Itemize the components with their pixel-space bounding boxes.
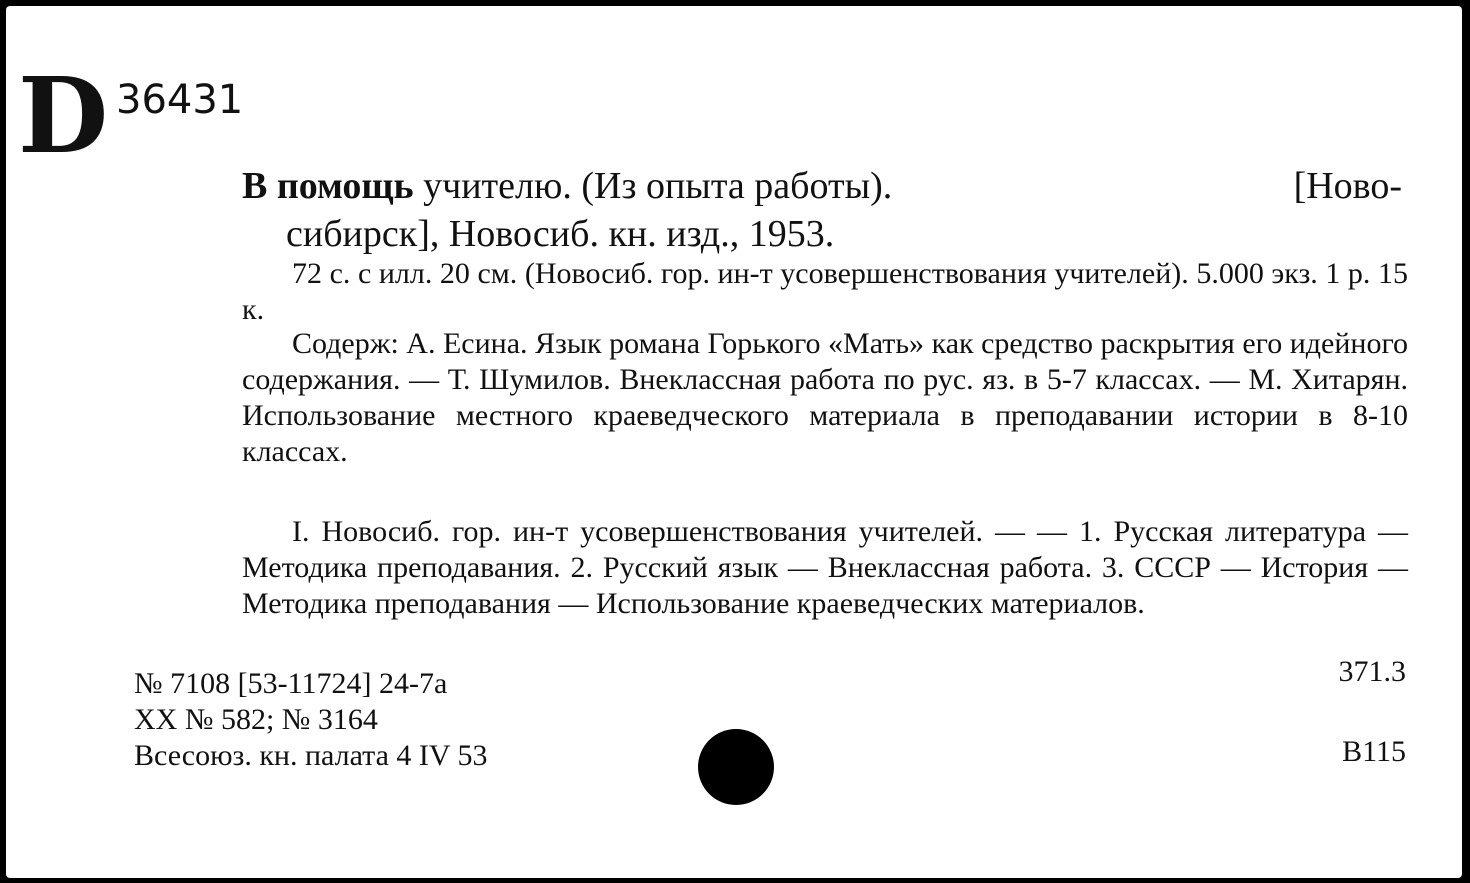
handwritten-letter: D: [18, 54, 105, 177]
imprint-line: XX № 582; № 3164: [134, 703, 378, 736]
title-rest: учителю. (Из опыта работы).: [423, 165, 893, 207]
title-bold: В помощь: [242, 165, 414, 207]
place-start: [Ново-: [1293, 165, 1402, 207]
classification-number: 371.3: [1338, 655, 1406, 688]
physical-description: 72 с. с илл. 20 см. (Новосиб. гор. ин-т усовершенствования учителей). 5.000 экз. 1 р. 15 к.: [242, 257, 1408, 326]
subject-headings: I. Новосиб. гор. ин-т усовершенствования учителей. — — 1. Русская литература — Методика преподавания. 2. Русский язык — Внеклассная работа. 3. СССР — История — Методика преподавания — Использование краеведческих материалов.: [242, 515, 1408, 620]
shelfmark: В115: [1342, 735, 1406, 768]
title-block: [242, 162, 1402, 258]
title-line-2: сибирск], Новосиб. кн. изд., 1953.: [286, 213, 835, 255]
imprint-line: № 7108 [53-11724] 24-7а: [134, 667, 448, 700]
imprint-block: [134, 666, 488, 774]
imprint-line: Всесоюз. кн. палата 4 IV 53: [134, 739, 488, 772]
title-line-1: [242, 162, 1402, 210]
accession-number: 36431: [116, 77, 244, 123]
catalog-card: [6, 6, 1462, 878]
punch-hole: [698, 729, 774, 805]
contents-note: Содерж: А. Есина. Язык романа Горького «Мать» как средство раскрытия его идейного содержания. — Т. Шумилов. Внеклассная работа по рус. яз. в 5-7 классах. — М. Хитарян. Использование местного краеведческого материала в преподавании истории в 8-10 классах.: [242, 327, 1408, 468]
